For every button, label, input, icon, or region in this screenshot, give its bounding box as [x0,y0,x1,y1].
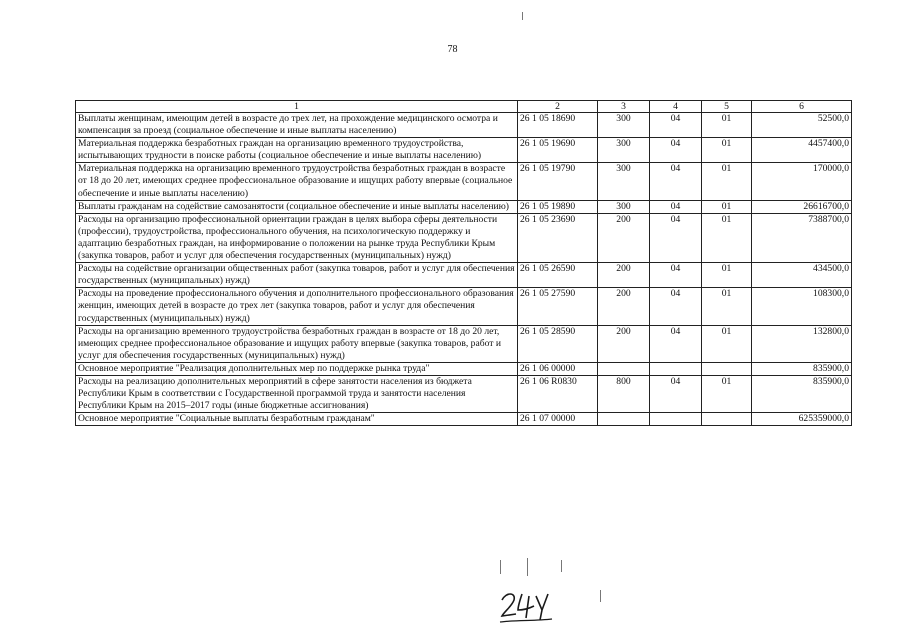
row-expense-type: 200 [598,325,650,362]
row-expense-type: 300 [598,200,650,213]
row-expense-type: 800 [598,375,650,412]
row-code: 26 1 05 19690 [518,138,598,163]
row-expense-type: 300 [598,113,650,138]
column-header: 1 [76,101,518,113]
scan-artifact [561,560,562,572]
row-amount: 52500,0 [752,113,852,138]
handwritten-number [496,584,556,624]
table-row [76,200,852,213]
scan-artifact [500,560,501,574]
row-amount: 434500,0 [752,263,852,288]
row-amount: 625359000,0 [752,413,852,426]
row-name: Материальная поддержка на организацию временного трудоустройства безработных граждан в возрасте от 18 до 20 лет, имеющих среднее профессиональное образование и ищущих работу впервые (социальное обеспечение и иные выплаты населению) [76,163,518,200]
row-section: 04 [650,113,702,138]
row-amount: 108300,0 [752,288,852,325]
row-section: 04 [650,200,702,213]
row-code: 26 1 06 R0830 [518,375,598,412]
row-code: 26 1 06 00000 [518,362,598,375]
row-section: 04 [650,213,702,262]
row-expense-type [598,413,650,426]
row-name: Выплаты гражданам на содействие самозанятости (социальное обеспечение и иные выплаты населению) [76,200,518,213]
row-code: 26 1 05 28590 [518,325,598,362]
row-amount: 132800,0 [752,325,852,362]
row-amount: 170000,0 [752,163,852,200]
column-header: 3 [598,101,650,113]
column-header: 2 [518,101,598,113]
budget-table [75,100,852,426]
table-header-row [76,101,852,113]
row-subsection: 01 [702,138,752,163]
row-code: 26 1 05 27590 [518,288,598,325]
table-row [76,413,852,426]
page-number: 78 [447,44,458,55]
row-amount: 7388700,0 [752,213,852,262]
row-expense-type: 300 [598,163,650,200]
row-section: 04 [650,263,702,288]
column-header: 4 [650,101,702,113]
row-section: 04 [650,375,702,412]
row-code: 26 1 05 19890 [518,200,598,213]
column-header: 6 [752,101,852,113]
row-name: Расходы на организацию временного трудоустройства безработных граждан в возрасте от 18 до 20 лет, имеющих среднее профессиональное образование и ищущих работу впервые (закупка товаров, работ и услуг для обеспечения государственных (муниципальных) нужд) [76,325,518,362]
row-name: Основное мероприятие "Реализация дополнительных мер по поддержке рынка труда" [76,362,518,375]
row-subsection [702,362,752,375]
row-section: 04 [650,288,702,325]
row-name: Основное мероприятие "Социальные выплаты безработным гражданам" [76,413,518,426]
row-expense-type: 200 [598,288,650,325]
row-expense-type: 200 [598,213,650,262]
row-code: 26 1 05 23690 [518,213,598,262]
row-amount: 26616700,0 [752,200,852,213]
table-row [76,325,852,362]
column-header: 5 [702,101,752,113]
row-amount: 835900,0 [752,375,852,412]
row-section: 04 [650,163,702,200]
table-row [76,113,852,138]
scan-artifact [527,558,528,576]
table-row [76,375,852,412]
row-name: Расходы на содействие организации общественных работ (закупка товаров, работ и услуг для обеспечения государственных (муниципальных) нужд) [76,263,518,288]
row-subsection: 01 [702,263,752,288]
row-code: 26 1 05 26590 [518,263,598,288]
row-expense-type [598,362,650,375]
row-code: 26 1 07 00000 [518,413,598,426]
row-subsection: 01 [702,113,752,138]
row-amount: 835900,0 [752,362,852,375]
row-expense-type: 200 [598,263,650,288]
row-section: 04 [650,138,702,163]
row-name: Расходы на проведение профессионального обучения и дополнительного профессионального образования женщин, имеющих детей в возрасте до трех лет (закупка товаров, работ и услуг для обеспечения государственных (муниципальных) нужд) [76,288,518,325]
row-subsection: 01 [702,288,752,325]
row-name: Расходы на реализацию дополнительных мероприятий в сфере занятости населения из бюджета Республики Крым в соответствии с Государственной программой труда и занятости населения Республики Крым на 2015–2017 годы (иные бюджетные ассигнования) [76,375,518,412]
row-name: Материальная поддержка безработных граждан на организацию временного трудоустройства, испытывающих трудности в поиске работы (социальное обеспечение и иные выплаты населению) [76,138,518,163]
table-row [76,362,852,375]
row-expense-type: 300 [598,138,650,163]
row-name: Выплаты женщинам, имеющим детей в возрасте до трех лет, на прохождение медицинского осмотра и компенсация за проезд (социальное обеспечение и иные выплаты населению) [76,113,518,138]
row-subsection: 01 [702,375,752,412]
table-row [76,213,852,262]
row-amount: 4457400,0 [752,138,852,163]
table-row [76,288,852,325]
row-subsection: 01 [702,163,752,200]
table-row [76,263,852,288]
row-section [650,362,702,375]
row-subsection: 01 [702,213,752,262]
scan-artifact [522,12,523,20]
row-subsection [702,413,752,426]
table-row [76,138,852,163]
row-subsection: 01 [702,325,752,362]
row-section: 04 [650,325,702,362]
row-subsection: 01 [702,200,752,213]
scan-artifact [600,590,601,602]
row-code: 26 1 05 19790 [518,163,598,200]
row-name: Расходы на организацию профессиональной ориентации граждан в целях выбора сферы деятельности (профессии), трудоустройства, профессионального обучения, на психологическую поддержку и адаптацию безработных граждан, на информирование о положении на рынке труда Республики Крым (закупка товаров, работ и услуг для обеспечения государственных (муниципальных) нужд) [76,213,518,262]
table-row [76,163,852,200]
row-code: 26 1 05 18690 [518,113,598,138]
row-section [650,413,702,426]
